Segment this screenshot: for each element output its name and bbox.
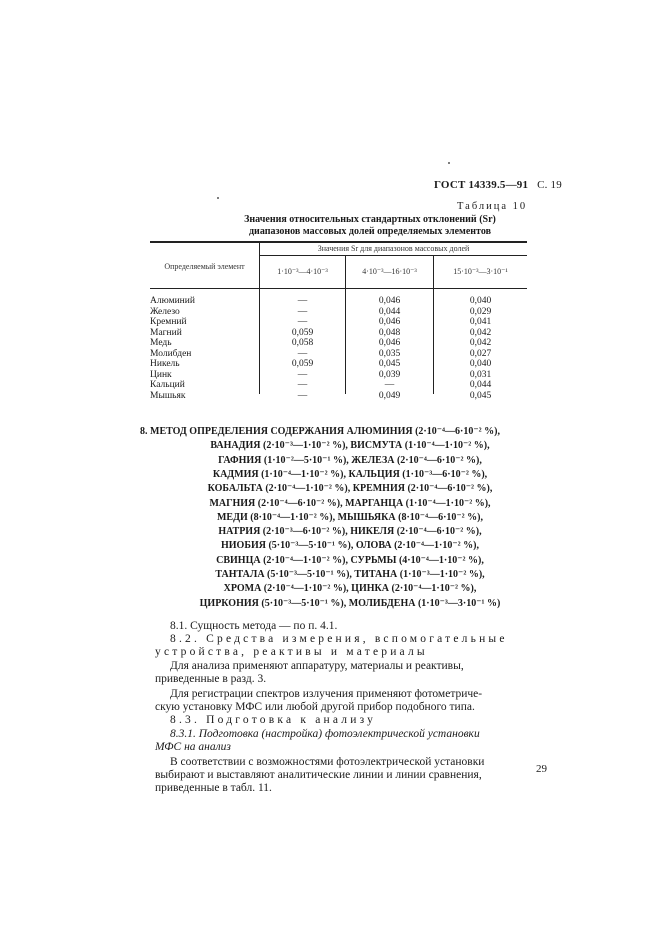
table-row xyxy=(0,349,661,360)
element-name: Молибден xyxy=(150,348,192,359)
section-heading-line: ЦИРКОНИЯ (5·10⁻³—5·10⁻¹ %), МОЛИБДЕНА (1·10⁻³—3·10⁻¹ %) xyxy=(199,597,501,609)
section-heading-line: ГАФНИЯ (1·10⁻²—5·10⁻¹ %), ЖЕЛЕЗА (2·10⁻⁴—6·10⁻² %), xyxy=(218,454,482,466)
table-row xyxy=(0,296,661,307)
table-top-rule xyxy=(150,241,527,243)
value-range-1: — xyxy=(297,369,308,380)
column-header-range-2: 4·10⁻³—16·10⁻³ xyxy=(362,267,417,276)
value-range-3: 0,027 xyxy=(469,348,492,359)
table-row xyxy=(0,380,661,391)
column-header-element: Определяемый элемент xyxy=(164,262,245,271)
value-range-2: 0,045 xyxy=(378,359,401,369)
element-name: Железо xyxy=(150,306,180,317)
value-range-2: — xyxy=(384,380,395,390)
section-heading-line: МЕДИ (8·10⁻⁴—1·10⁻² %), МЫШЬЯКА (8·10⁻⁴—6·10⁻² %), xyxy=(216,511,484,523)
subsection-8-2-heading-line1 xyxy=(170,633,552,646)
page-reference: С. 19 xyxy=(537,179,562,191)
value-range-3: 0,045 xyxy=(469,390,492,401)
table-label: Таблица 10 xyxy=(457,201,528,212)
paragraph-8-2-text1-line2: приведенные в разд. 3. xyxy=(155,673,267,685)
value-range-1: 0,059 xyxy=(291,359,314,369)
value-range-1: — xyxy=(297,380,308,390)
value-range-3: 0,041 xyxy=(469,317,492,327)
value-range-2: 0,035 xyxy=(378,348,401,359)
section-heading-line: НАТРИЯ (2·10⁻³—6·10⁻² %), НИКЕЛЯ (2·10⁻⁴—6·10⁻² %), xyxy=(218,526,482,538)
value-range-1: — xyxy=(297,348,308,359)
value-range-3: 0,044 xyxy=(469,380,492,390)
table-row xyxy=(0,317,661,328)
table-row xyxy=(0,307,661,318)
section-heading-line: 8. МЕТОД ОПРЕДЕЛЕНИЯ СОДЕРЖАНИЯ АЛЮМИНИЯ (2·10⁻⁴—6·10⁻² %), xyxy=(140,426,500,437)
table-row xyxy=(0,359,661,370)
value-range-3: 0,040 xyxy=(469,359,492,369)
value-range-2: 0,044 xyxy=(378,306,401,317)
section-heading-line: ТАНТАЛА (5·10⁻³—5·10⁻¹ %), ТИТАНА (1·10⁻³—1·10⁻² %), xyxy=(215,569,485,580)
subsection-8-3-1-heading-line2: МФС на анализ xyxy=(155,741,231,753)
paragraph-8-1: 8.1. Сущность метода — по п. 4.1. xyxy=(170,620,338,632)
element-name: Кальций xyxy=(150,380,185,390)
section-heading-line: СВИНЦА (2·10⁻⁴—1·10⁻² %), СУРЬМЫ (4·10⁻⁴—1·10⁻² %), xyxy=(216,554,484,566)
print-speck xyxy=(217,197,219,199)
value-range-3: 0,042 xyxy=(469,338,492,348)
paragraph-8-3-1-line1: В соответствии с возможностями фотоэлектрической установки xyxy=(170,756,485,768)
section-heading-line: МАГНИЯ (2·10⁻⁴—6·10⁻² %), МАРГАНЦА (1·10⁻⁴—1·10⁻² %), xyxy=(209,497,491,509)
page-number: 29 xyxy=(536,763,547,775)
column-header-range-1: 1·10⁻³—4·10⁻³ xyxy=(277,267,328,276)
section-heading-line: КАДМИЯ (1·10⁻⁴—1·10⁻² %), КАЛЬЦИЯ (1·10⁻³—6·10⁻² %), xyxy=(212,468,488,480)
table-row xyxy=(0,338,661,349)
subsection-heading-text: 8.2. Средства измерения, вспомогательные xyxy=(170,633,508,645)
value-range-1: — xyxy=(297,390,308,401)
value-range-3: 0,031 xyxy=(469,369,492,380)
print-speck xyxy=(448,162,450,164)
value-range-1: — xyxy=(297,317,308,327)
value-range-1: 0,058 xyxy=(291,338,314,348)
subsection-8-3-heading: 8.3. Подготовка к анализу xyxy=(170,714,377,726)
element-name: Алюминий xyxy=(150,296,195,306)
value-range-3: 0,040 xyxy=(469,296,492,306)
value-range-2: 0,049 xyxy=(378,390,401,401)
value-range-1: — xyxy=(297,296,308,306)
table-row xyxy=(0,391,661,402)
table-caption-line1: Значения относительных стандартных отклонений (Sr) xyxy=(244,214,496,225)
value-range-3: 0,042 xyxy=(469,327,492,338)
paragraph-8-2-text1-line1: Для анализа применяют аппаратуру, материалы и реактивы, xyxy=(170,660,464,672)
table-subheader-rule xyxy=(260,255,527,256)
column-group-header: Значения Sr для диапазонов массовых долей xyxy=(317,244,470,253)
table-header-bottom-rule xyxy=(150,288,527,289)
element-name: Никель xyxy=(150,359,180,369)
element-name: Мышьяк xyxy=(150,390,186,401)
element-name: Магний xyxy=(150,327,182,338)
section-heading-line: КОБАЛЬТА (2·10⁻⁴—1·10⁻² %), КРЕМНИЯ (2·10⁻⁴—6·10⁻² %), xyxy=(207,483,493,495)
paragraph-8-2-text2-line2: скую установку МФС или любой другой прибор подобного типа. xyxy=(155,701,475,713)
paragraph-8-3-1-line2: выбирают и выставляют аналитические линии и линии сравнения, xyxy=(155,769,482,781)
value-range-3: 0,029 xyxy=(469,306,492,317)
standard-number: ГОСТ 14339.5—91 xyxy=(434,179,529,191)
element-name: Кремний xyxy=(150,317,187,327)
subsection-8-3-1-heading-line1: 8.3.1. Подготовка (настройка) фотоэлектрической установки xyxy=(170,728,480,740)
section-heading-line: ВАНАДИЯ (2·10⁻³—1·10⁻² %), ВИСМУТА (1·10⁻⁴—1·10⁻² %), xyxy=(210,440,490,452)
table-row xyxy=(0,370,661,381)
column-header-range-3: 15·10⁻³—3·10⁻¹ xyxy=(453,267,508,276)
element-name: Цинк xyxy=(150,369,172,380)
paragraph-8-3-1-line3: приведенные в табл. 11. xyxy=(155,782,272,794)
value-range-2: 0,046 xyxy=(378,296,401,306)
document-reference xyxy=(434,179,562,191)
value-range-2: 0,046 xyxy=(378,317,401,327)
value-range-2: 0,039 xyxy=(378,369,401,380)
subsection-8-2-heading-line2: устройства, реактивы и материалы xyxy=(155,646,428,658)
section-heading-line: НИОБИЯ (5·10⁻³—5·10⁻¹ %), ОЛОВА (2·10⁻⁴—1·10⁻² %), xyxy=(221,540,479,552)
table-body xyxy=(0,296,661,401)
element-name: Медь xyxy=(150,338,172,348)
value-range-2: 0,046 xyxy=(378,338,401,348)
value-range-2: 0,048 xyxy=(378,327,401,338)
value-range-1: 0,059 xyxy=(291,327,314,338)
section-heading-line: ХРОМА (2·10⁻⁴—1·10⁻² %), ЦИНКА (2·10⁻⁴—1·10⁻² %), xyxy=(223,583,477,595)
value-range-1: — xyxy=(297,306,308,317)
table-row xyxy=(0,328,661,339)
table-caption-line2: диапазонов массовых долей определяемых элементов xyxy=(249,226,491,237)
paragraph-8-2-text2-line1: Для регистрации спектров излучения применяют фотометриче- xyxy=(170,688,483,700)
